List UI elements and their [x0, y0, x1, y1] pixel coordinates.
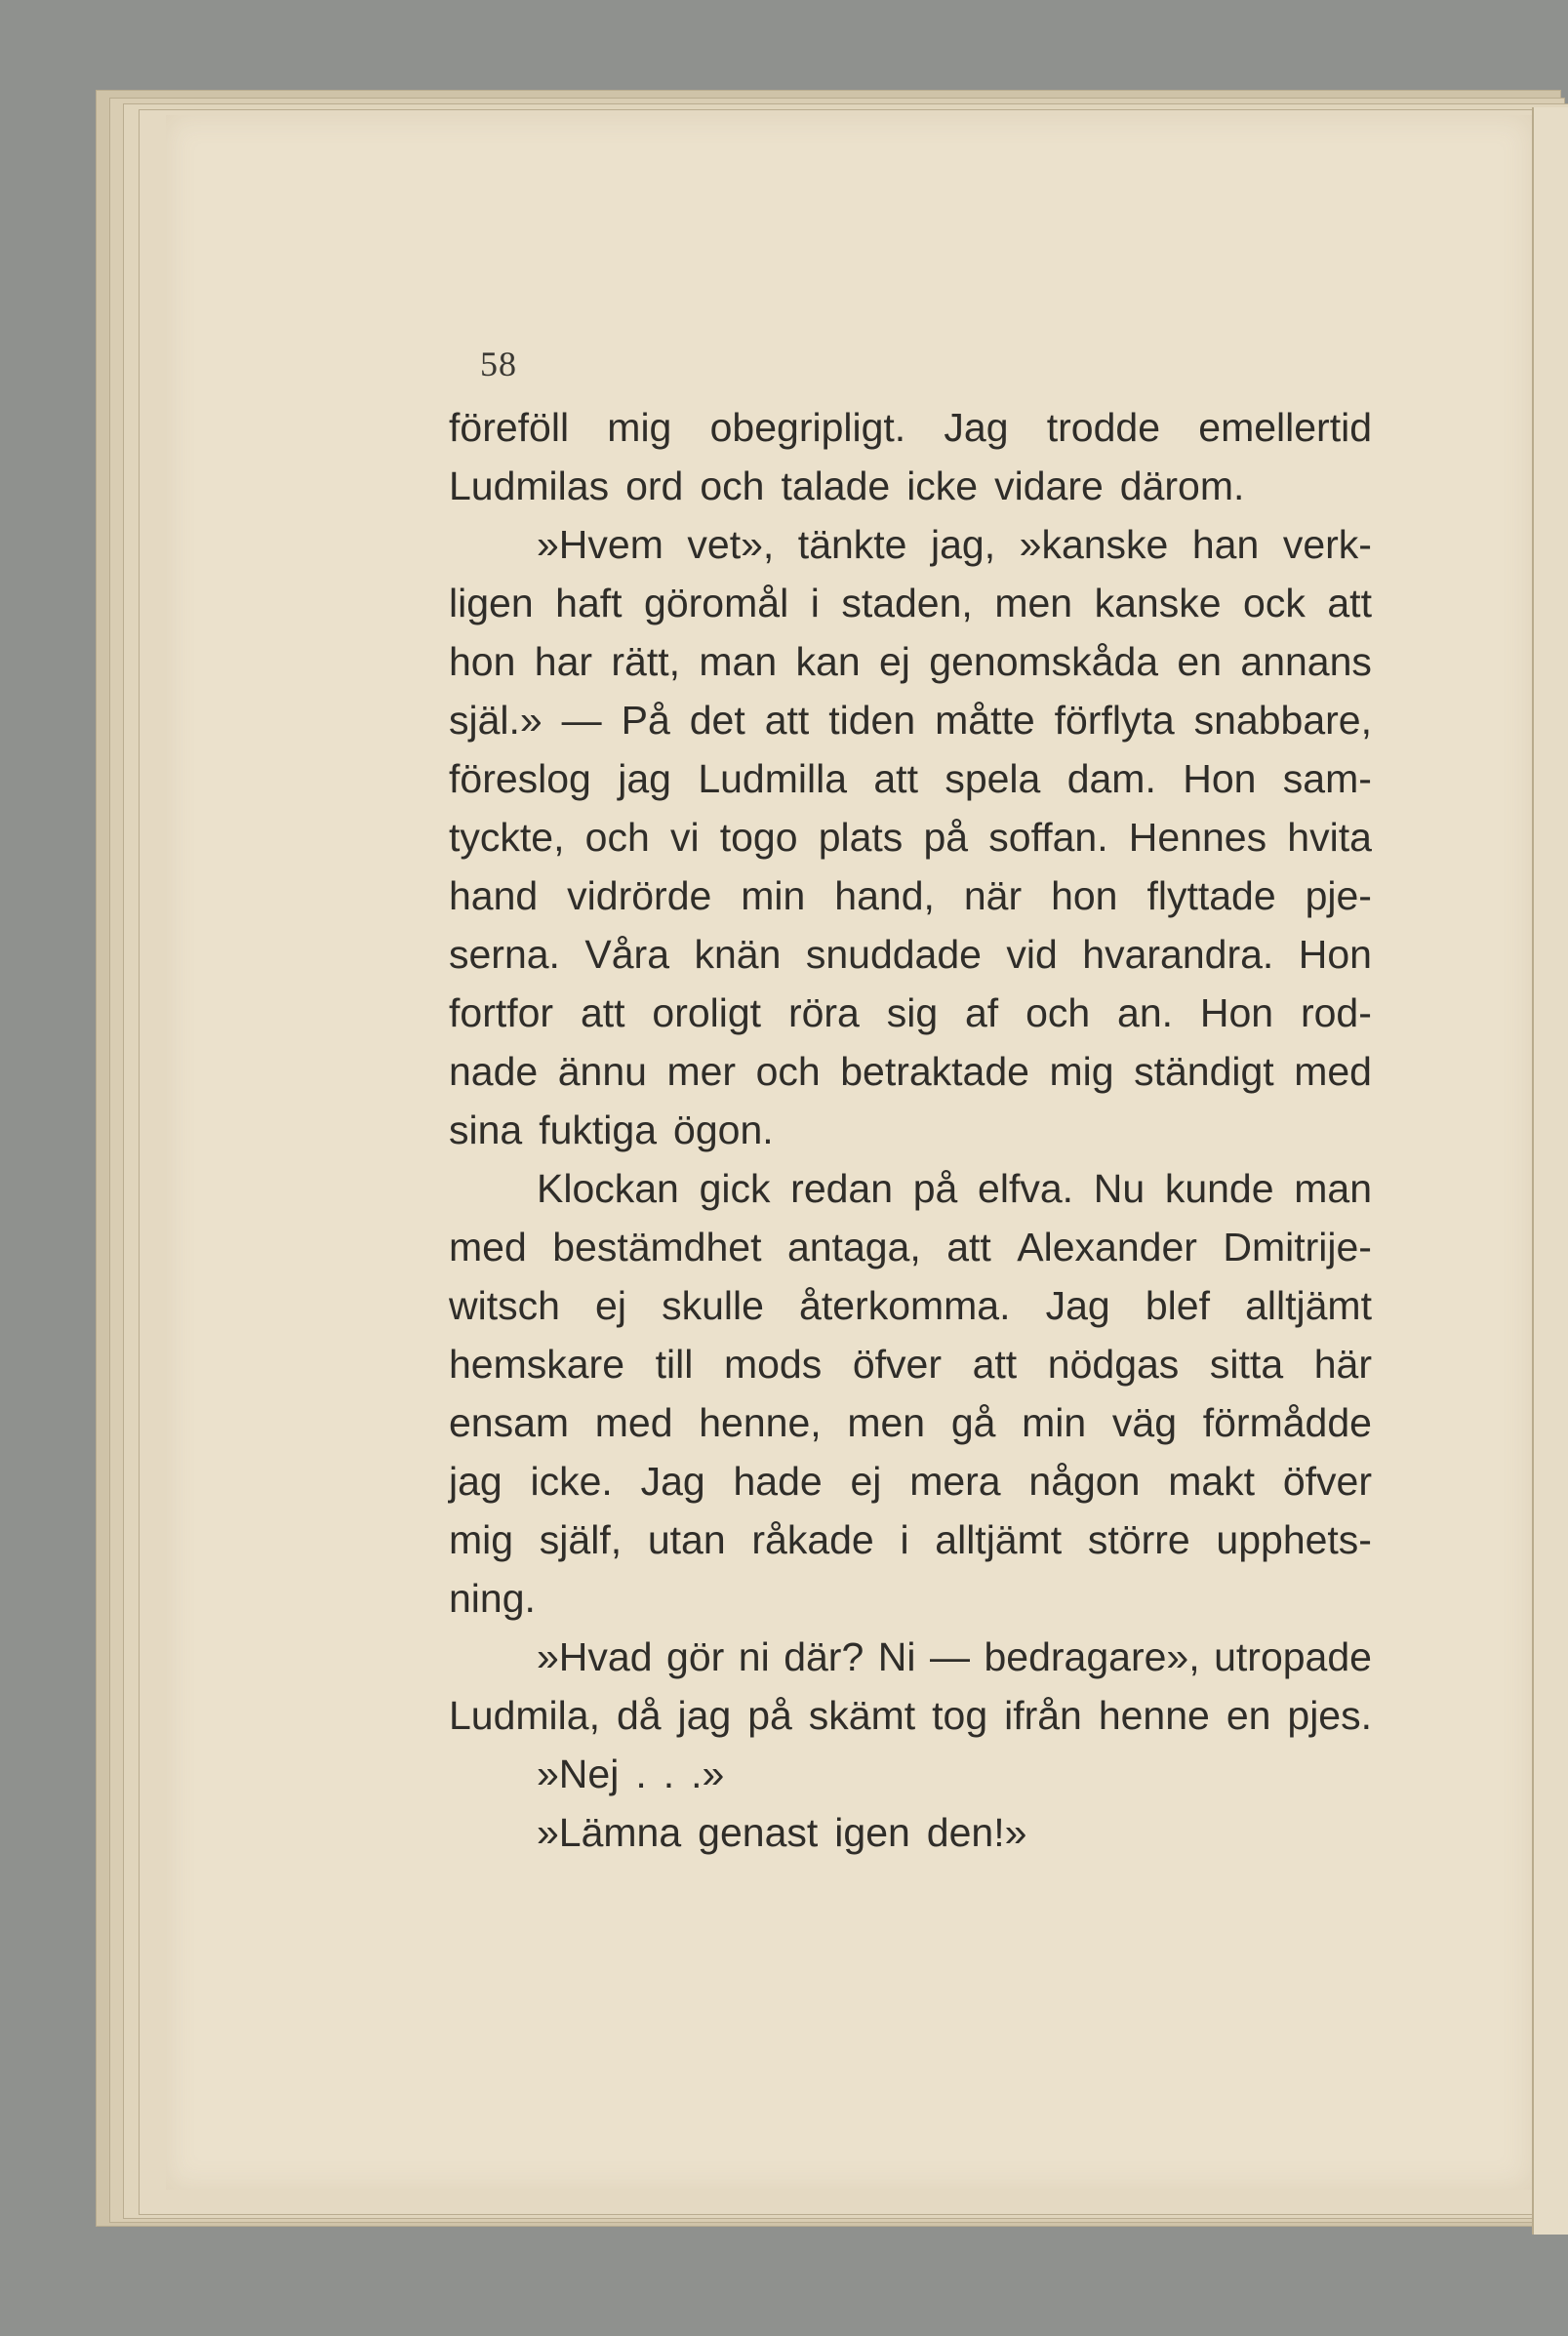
text-line: witsch ej skulle återkomma. Jag blef alltjämt	[449, 1283, 1372, 1328]
text-line: »Hvem vet», tänkte jag, »kanske han verk-	[537, 522, 1372, 567]
text-line: sina fuktiga ögon.	[449, 1108, 774, 1152]
facing-page-edge	[1532, 107, 1568, 2235]
text-line: nade ännu mer och betraktade mig ständigt med	[449, 1049, 1372, 1094]
text-line: själ.» — På det att tiden måtte förflyta snabbare,	[449, 698, 1372, 743]
text-line: fortfor att oroligt röra sig af och an. Hon rod-	[449, 990, 1372, 1035]
text-line: Ludmila, då jag på skämt tog ifrån henne en pjes.	[449, 1693, 1372, 1738]
text-line: ning.	[449, 1576, 536, 1621]
text-line: serna. Våra knän snuddade vid hvarandra. Hon	[449, 932, 1372, 977]
text-line: hand vidrörde min hand, när hon flyttade pje-	[449, 873, 1372, 918]
text-line: mig själf, utan råkade i alltjämt större upphets-	[449, 1517, 1372, 1562]
page-text	[449, 398, 1372, 1862]
text-line: hemskare till mods öfver att nödgas sitta här	[449, 1342, 1372, 1387]
text-line: Ludmilas ord och talade icke vidare därom.	[449, 463, 1245, 508]
text-line: med bestämdhet antaga, att Alexander Dmitrije-	[449, 1225, 1372, 1269]
page-number: 58	[480, 344, 517, 383]
text-line: Klockan gick redan på elfva. Nu kunde man	[537, 1166, 1372, 1211]
text-line: jag icke. Jag hade ej mera någon makt öfver	[449, 1459, 1372, 1504]
text-line: »Hvad gör ni där? Ni — bedragare», utropade	[537, 1634, 1372, 1679]
text-line: hon har rätt, man kan ej genomskåda en annans	[449, 639, 1372, 684]
text-line: »Lämna genast igen den!»	[537, 1810, 1027, 1855]
text-line: »Nej . . .»	[537, 1752, 725, 1796]
text-line: föreföll mig obegripligt. Jag trodde emellertid	[449, 405, 1372, 450]
text-line: tyckte, och vi togo plats på soffan. Hennes hvita	[449, 815, 1372, 860]
text-line: ligen haft göromål i staden, men kanske ock att	[449, 581, 1372, 625]
text-line: föreslog jag Ludmilla att spela dam. Hon sam-	[449, 756, 1372, 801]
text-line: ensam med henne, men gå min väg förmådde	[449, 1400, 1372, 1445]
